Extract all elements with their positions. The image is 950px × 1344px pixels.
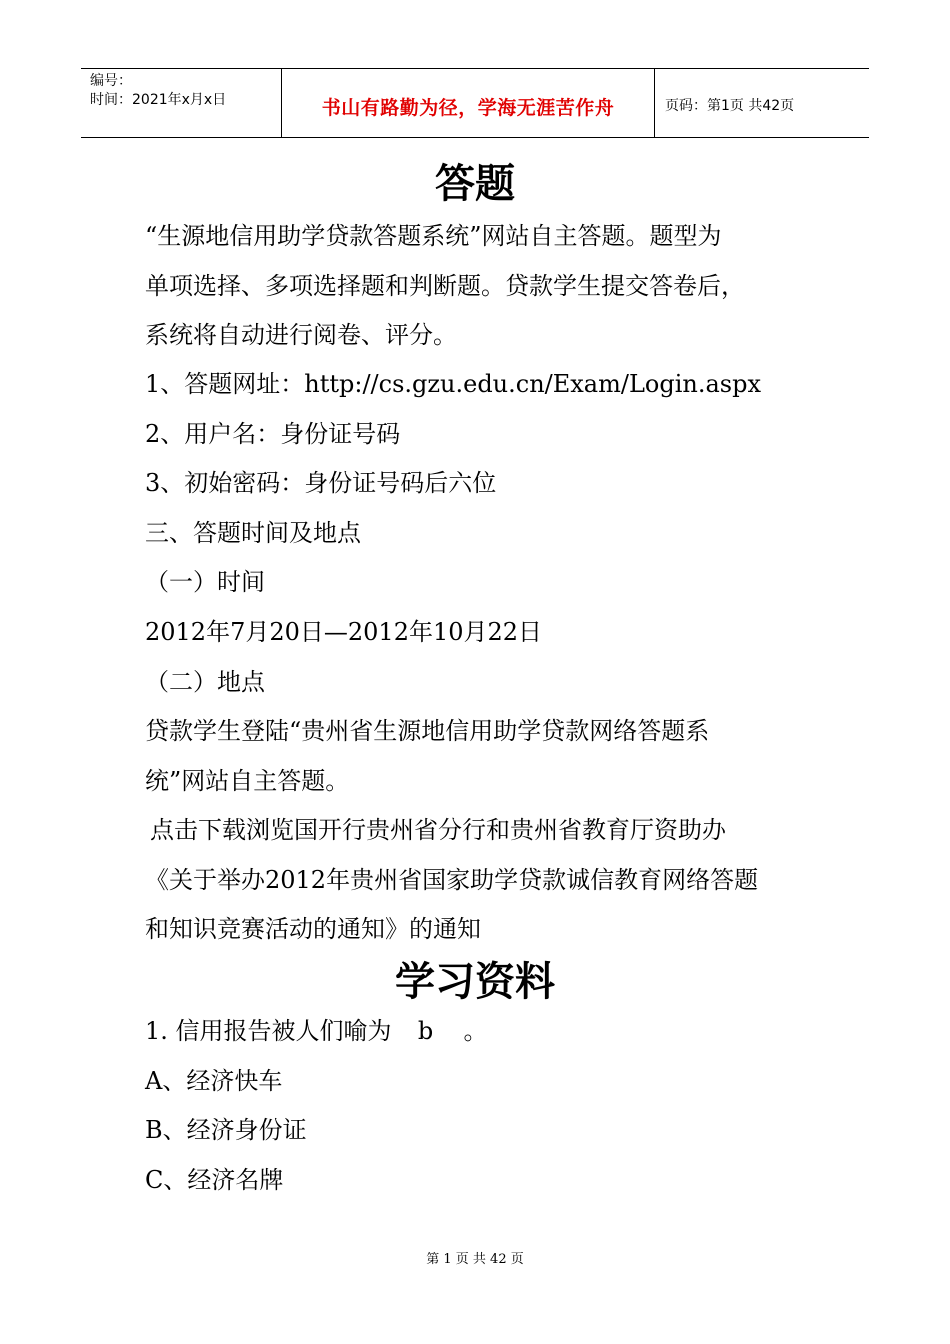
subheading-place: （二）地点: [145, 668, 265, 696]
page-footer: 第 1 页 共 42 页: [426, 1252, 524, 1267]
page-header: [81, 68, 869, 138]
option-c: C、经济名牌: [145, 1166, 284, 1194]
header-time-label: 时间：2021年x月x日: [90, 92, 227, 108]
header-code-label: 编号：: [90, 73, 132, 89]
header-page-cell: [655, 69, 869, 137]
header-page-label: 页码：第1页 共42页: [665, 98, 795, 114]
option-b: B、经济身份证: [145, 1116, 307, 1144]
body-line: 点击下载浏览国开行贵州省分行和贵州省教育厅资助办: [150, 816, 726, 844]
body-line: 统”网站自主答题。: [145, 767, 350, 795]
option-a: A、经济快车: [145, 1067, 283, 1095]
question-answer: b: [417, 1017, 434, 1045]
subheading-time-place: 三、答题时间及地点: [145, 519, 361, 547]
body-line: 系统将自动进行阅卷、评分。: [145, 321, 457, 349]
section-title-study-material: 学习资料: [395, 959, 555, 1005]
question-end: 。: [463, 1017, 488, 1045]
password-line: 3、初始密码：身份证号码后六位: [145, 469, 497, 497]
answer-url-line: 1、答题网址：http://cs.gzu.edu.cn/Exam/Login.aspx: [145, 370, 761, 398]
date-range-line: 2012年7月20日—2012年10月22日: [145, 618, 543, 646]
question-line: [145, 1016, 488, 1046]
question-text: 1. 信用报告被人们喻为: [145, 1017, 392, 1045]
section-title-answering: 答题: [435, 161, 515, 207]
body-line: 和知识竞赛活动的通知》的通知: [145, 915, 481, 943]
body-line: 《关于举办2012年贵州省国家助学贷款诚信教育网络答题: [145, 866, 759, 894]
body-line: 贷款学生登陆“贵州省生源地信用助学贷款网络答题系: [145, 717, 710, 745]
header-motto-cell: [282, 69, 655, 137]
body-line: “生源地信用助学贷款答题系统”网站自主答题。题型为: [145, 222, 722, 250]
header-motto: 书山有路勤为径，学海无涯苦作舟: [321, 97, 615, 119]
subheading-time: （一）时间: [145, 568, 265, 596]
username-line: 2、用户名：身份证号码: [145, 420, 401, 448]
header-info-cell: [81, 69, 282, 137]
body-line: 单项选择、多项选择题和判断题。贷款学生提交答卷后，: [145, 272, 745, 300]
